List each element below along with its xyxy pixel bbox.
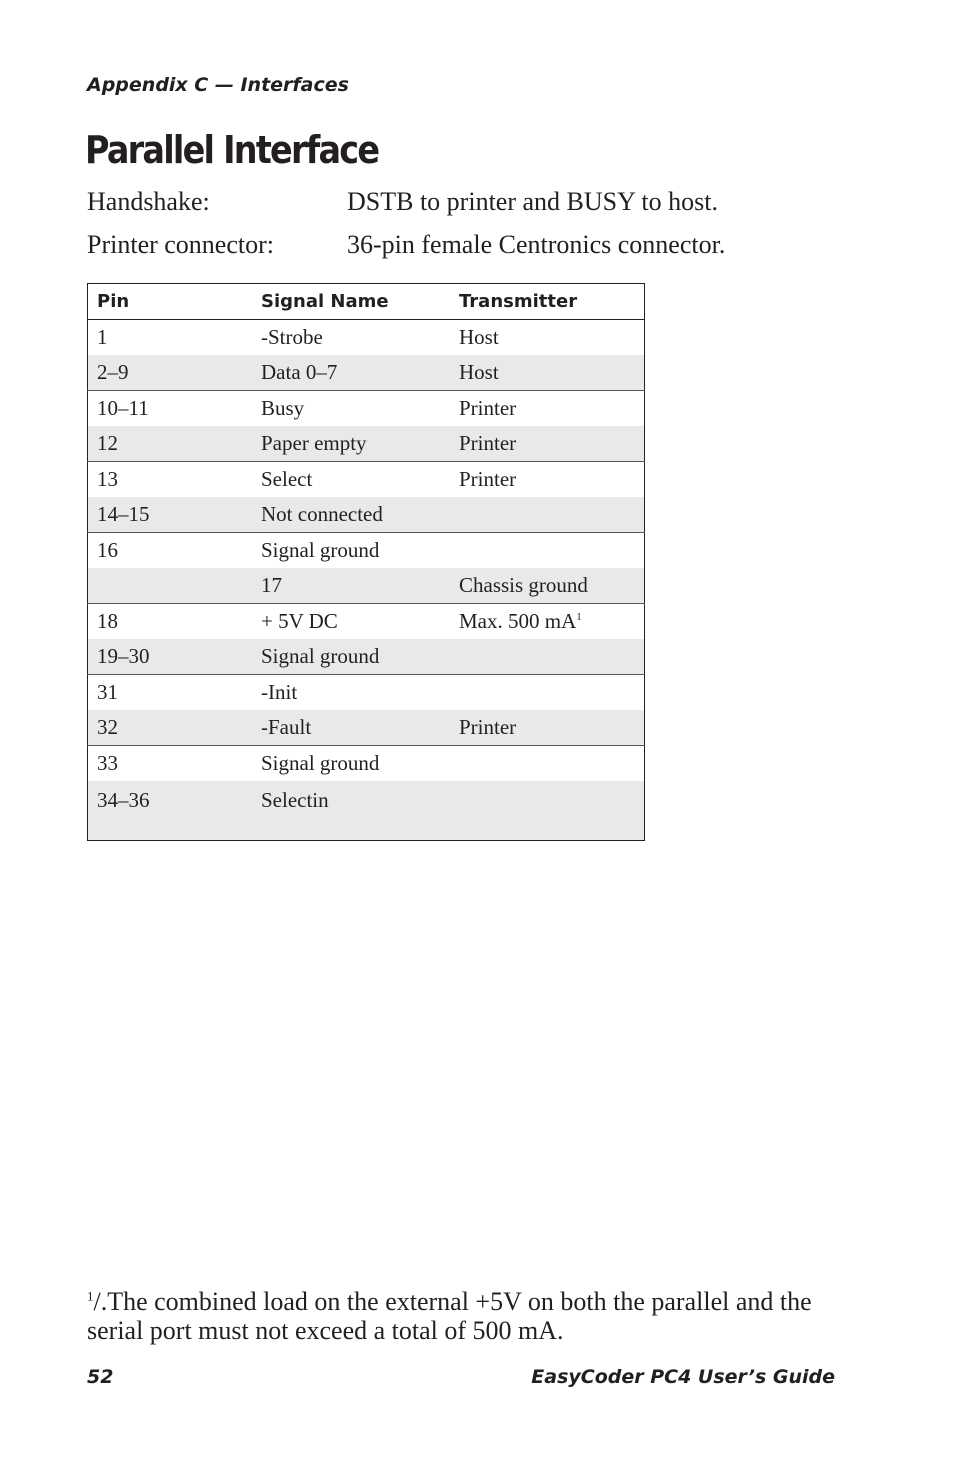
signal-cell: -Strobe bbox=[261, 325, 323, 349]
pin-cell: 19–30 bbox=[88, 639, 253, 675]
table-row bbox=[88, 533, 645, 569]
table-row bbox=[88, 320, 645, 356]
pin-cell: 13 bbox=[88, 462, 253, 498]
pin-cell: 31 bbox=[88, 675, 253, 711]
pin-cell: 12 bbox=[88, 426, 253, 462]
transmitter-cell bbox=[450, 746, 645, 782]
pin-cell: 33 bbox=[88, 746, 253, 782]
table-header-row bbox=[88, 284, 645, 320]
pin-cell: 32 bbox=[88, 710, 253, 746]
guide-title: EasyCoder PC4 User’s Guide bbox=[531, 1366, 835, 1388]
pin-cell: 16 bbox=[88, 533, 253, 569]
pin-cell: 14–15 bbox=[88, 497, 253, 533]
table-row bbox=[88, 604, 645, 640]
transmitter-cell: Printer bbox=[450, 462, 645, 498]
table-row bbox=[88, 568, 645, 604]
signal-cell: Signal ground bbox=[252, 533, 450, 569]
pin-cell: 34–36 bbox=[88, 781, 253, 841]
transmitter-cell: Printer bbox=[450, 710, 645, 746]
table-row bbox=[88, 497, 645, 533]
page-number: 52 bbox=[87, 1366, 114, 1388]
table-row bbox=[88, 746, 645, 782]
table-row bbox=[88, 355, 645, 391]
table-row bbox=[88, 462, 645, 498]
signal-cell: Signal ground bbox=[252, 639, 450, 675]
spec-label-connector: Printer connector: bbox=[87, 230, 274, 259]
signal-cell: Selectin bbox=[252, 781, 450, 841]
footnote-text: /.The combined load on the external +5V on both the parallel and the serial port must not exceed a total of 500 mA. bbox=[87, 1287, 812, 1345]
pin-cell: 18 bbox=[88, 604, 253, 640]
transmitter-cell bbox=[450, 639, 645, 675]
transmitter-cell: Chassis ground bbox=[450, 568, 645, 604]
transmitter-cell bbox=[450, 675, 645, 711]
section-header: Appendix C — Interfaces bbox=[87, 74, 349, 96]
footnote bbox=[87, 1287, 847, 1345]
table-row bbox=[88, 710, 645, 746]
signal-cell: Signal ground bbox=[252, 746, 450, 782]
table-row bbox=[88, 391, 645, 427]
signal-cell: 17 bbox=[252, 568, 450, 604]
pin-cell: 10–11 bbox=[88, 391, 253, 427]
page-title: Parallel Interface bbox=[85, 128, 379, 172]
transmitter-cell: Host bbox=[459, 325, 499, 349]
signal-cell: Busy bbox=[252, 391, 450, 427]
table-row bbox=[88, 426, 645, 462]
signal-cell: -Fault bbox=[252, 710, 450, 746]
column-header-transmitter: Transmitter bbox=[450, 284, 645, 320]
signal-cell: -Init bbox=[252, 675, 450, 711]
pin-table bbox=[87, 283, 645, 841]
transmitter-cell bbox=[450, 781, 645, 841]
signal-cell: Paper empty bbox=[252, 426, 450, 462]
signal-cell: Not connected bbox=[252, 497, 450, 533]
transmitter-cell: Printer bbox=[450, 426, 645, 462]
table-row bbox=[88, 675, 645, 711]
pin-cell bbox=[88, 568, 253, 604]
signal-cell: Select bbox=[252, 462, 450, 498]
table-row bbox=[88, 639, 645, 675]
pin-cell: 2–9 bbox=[88, 355, 253, 391]
spec-value-handshake: DSTB to printer and BUSY to host. bbox=[347, 187, 718, 216]
spec-label-handshake: Handshake: bbox=[87, 187, 210, 216]
transmitter-cell bbox=[450, 497, 645, 533]
spec-value-connector: 36-pin female Centronics connector. bbox=[347, 230, 726, 259]
column-header-signal-name: Signal Name bbox=[252, 284, 450, 320]
transmitter-cell: Printer bbox=[450, 391, 645, 427]
transmitter-value: Max. 500 mA bbox=[459, 609, 577, 633]
transmitter-cell: Host bbox=[450, 355, 645, 391]
column-header-pin: Pin bbox=[88, 284, 253, 320]
signal-cell: + 5V DC bbox=[252, 604, 450, 640]
table-row bbox=[88, 781, 645, 841]
footnote-marker: 1 bbox=[576, 611, 582, 623]
footnote-number: 1 bbox=[87, 1288, 94, 1304]
transmitter-cell bbox=[450, 604, 645, 640]
pin-cell: 1 bbox=[97, 325, 108, 349]
signal-cell: Data 0–7 bbox=[252, 355, 450, 391]
transmitter-cell bbox=[450, 533, 645, 569]
